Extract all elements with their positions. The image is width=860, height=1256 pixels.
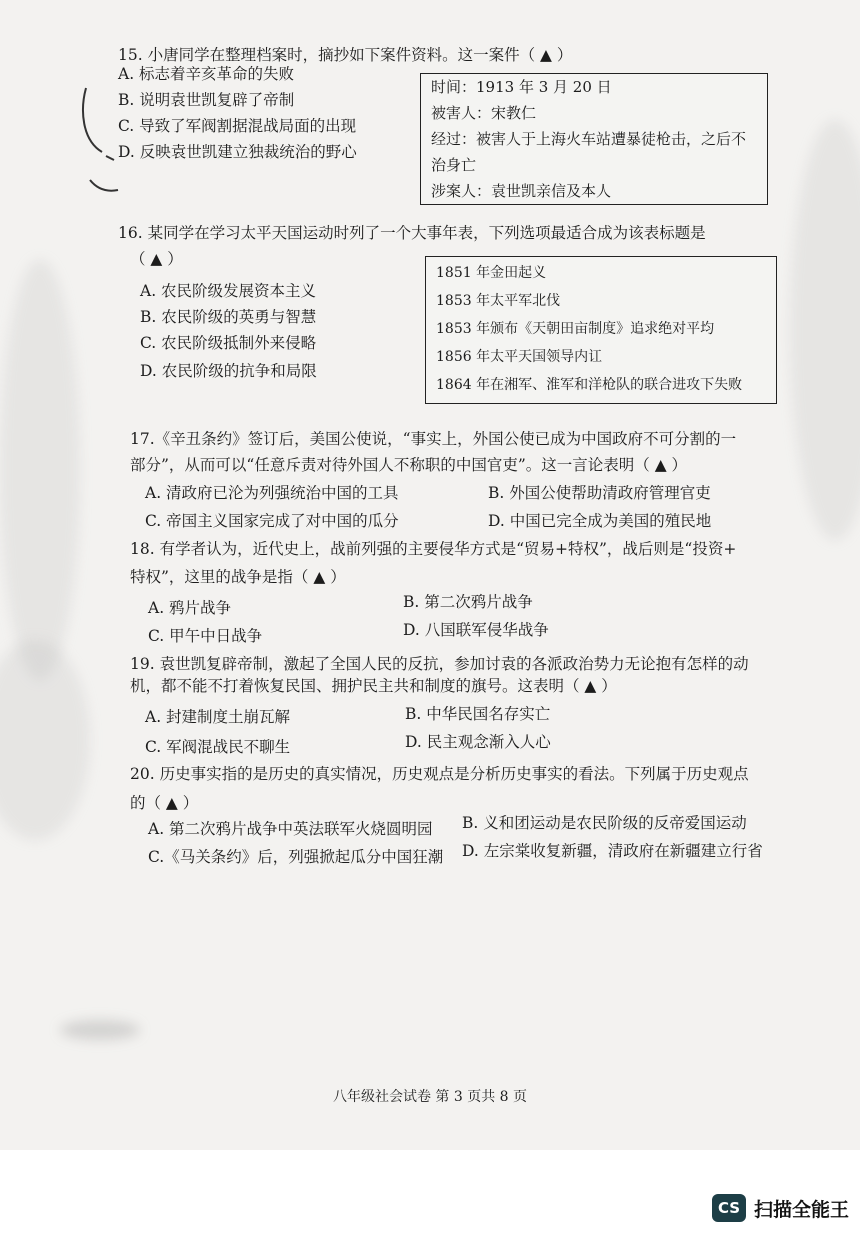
q15-option-a: A. 标志着辛亥革命的失败 [118,65,295,83]
q17-option-a: A. 清政府已沦为列强统治中国的工具 [145,484,399,502]
paper-stain [0,260,80,680]
q15-stem: 15. 小唐同学在整理档案时，摘抄如下案件资料。这一案件（ ▲ ） [118,46,573,64]
q15-box-line: 经过：被害人于上海火车站遭暴徒枪击，之后不 [431,130,747,148]
q16-box-line: 1864 年在湘军、淮军和洋枪队的联合进攻下失败 [436,377,743,393]
q17-option-c: C. 帝国主义国家完成了对中国的瓜分 [145,512,399,530]
q19-option-d: D. 民主观念渐入人心 [405,733,551,751]
q15-box-line: 时间：1913 年 3 月 20 日 [431,78,612,96]
q17-option-b: B. 外国公使帮助清政府管理官吏 [488,484,711,502]
q16-box-line: 1851 年金田起义 [436,265,547,281]
q17-option-d: D. 中国已完全成为美国的殖民地 [488,512,712,530]
q16-option-c: C. 农民阶级抵制外来侵略 [140,334,317,352]
q15-option-d: D. 反映袁世凯建立独裁统治的野心 [118,143,357,161]
q16-timeline-box [425,256,777,404]
q16-stem: 16. 某同学在学习太平天国运动时列了一个大事年表，下列选项最适合成为该表标题是 [118,224,706,242]
q19-option-b: B. 中华民国名存实亡 [405,705,551,723]
paper-stain [790,120,860,540]
q17-stem-cont: 部分”，从而可以“任意斥责对待外国人不称职的中国官吏”。这一言论表明（ ▲ ） [130,456,688,474]
q19-stem-cont: 机，都不能不打着恢复民国、拥护民主共和制度的旗号。这表明（ ▲ ） [130,677,617,695]
q18-option-d: D. 八国联军侵华战争 [403,621,549,639]
pen-scribble [78,80,138,220]
q15-box-line: 治身亡 [431,156,477,174]
q18-stem: 18. 有学者认为，近代史上，战前列强的主要侵华方式是“贸易+特权”，战后则是“投资+ [130,540,737,558]
camscanner-watermark [712,1190,849,1226]
q15-option-b: B. 说明袁世凯复辟了帝制 [118,91,295,109]
q20-stem: 20. 历史事实指的是历史的真实情况，历史观点是分析历史事实的看法。下列属于历史观点 [130,765,749,783]
page-footer: 八年级社会试卷 第 3 页共 8 页 [332,1089,528,1105]
q18-stem-cont: 特权”，这里的战争是指（ ▲ ） [130,568,346,586]
q18-option-c: C. 甲午中日战争 [148,627,263,645]
q16-option-d: D. 农民阶级的抗争和局限 [140,362,317,380]
q20-option-c: C.《马关条约》后，列强掀起瓜分中国狂潮 [148,848,444,866]
q16-stem-cont: （ ▲ ） [130,250,183,268]
q16-box-line: 1853 年颁布《天朝田亩制度》追求绝对平均 [436,321,715,337]
q16-option-a: A. 农民阶级发展资本主义 [140,282,317,300]
q15-box-line: 涉案人：袁世凯亲信及本人 [431,182,612,200]
q16-box-line: 1853 年太平军北伐 [436,293,561,309]
q18-option-a: A. 鸦片战争 [148,599,232,617]
q16-box-line: 1856 年太平天国领导内讧 [436,349,603,365]
q20-option-b: B. 义和团运动是农民阶级的反帝爱国运动 [462,814,747,832]
q15-case-box [420,73,768,205]
q20-option-a: A. 第二次鸦片战争中英法联军火烧圆明园 [148,820,433,838]
q19-option-c: C. 军阀混战民不聊生 [145,738,291,756]
q19-option-a: A. 封建制度土崩瓦解 [145,708,291,726]
q19-stem: 19. 袁世凯复辟帝制，激起了全国人民的反抗，参加讨袁的各派政治势力无论抱有怎样的动 [130,655,749,673]
paper-stain [0,640,90,840]
q18-option-b: B. 第二次鸦片战争 [403,593,533,611]
q20-option-d: D. 左宗棠收复新疆，清政府在新疆建立行省 [462,842,763,860]
camscanner-brand-name: 扫描全能王 [754,1198,850,1221]
q17-stem: 17.《辛丑条约》签订后，美国公使说，“事实上，外国公使已成为中国政府不可分割的一 [130,430,737,448]
q15-box-line: 被害人：宋教仁 [431,104,537,122]
paper-stain [60,1020,140,1040]
camscanner-logo-icon: CS [712,1194,746,1222]
q15-option-c: C. 导致了军阀割据混战局面的出现 [118,117,357,135]
q20-stem-cont: 的（ ▲ ） [130,794,199,812]
q16-option-b: B. 农民阶级的英勇与智慧 [140,308,317,326]
